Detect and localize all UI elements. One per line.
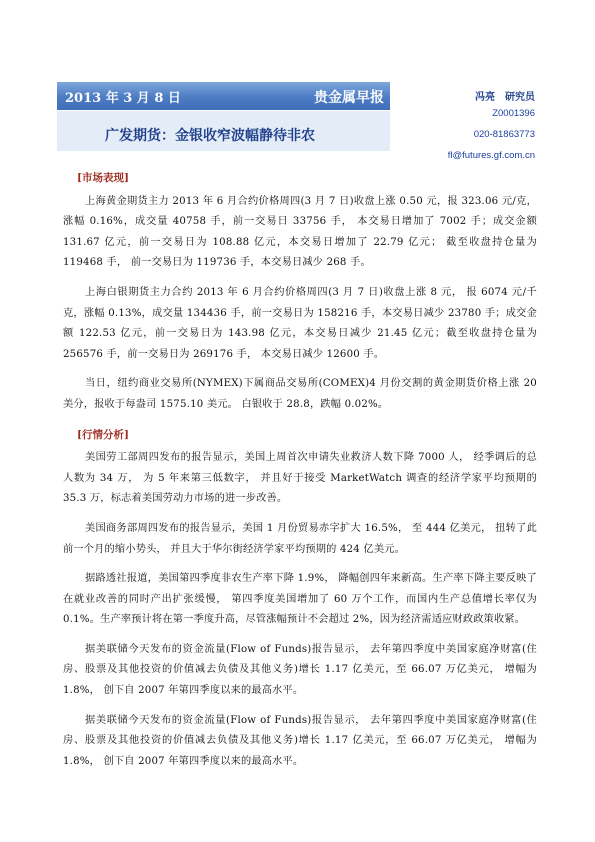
author-name: 冯亮 研究员 bbox=[475, 92, 535, 103]
paragraph: 上海黄金期货主力 2013 年 6 月合约价格周四(3 月 7 日)收盘上涨 0.50 元，报 323.06 元/克，涨幅 0.16%，成交量 40758 手，前一交易日 33756 手， 本交易日增加了 7002 手；成交金额 131.67 亿元，前一交易日为 108.88 亿元，本交易日增加了 22.79 亿元； 截至收盘持仓量为 119468 手， 前一交易日为 119736 手，本交易日减少 268 手。 bbox=[63, 195, 537, 269]
author-email[interactable]: fl@futures.gf.com.cn bbox=[447, 150, 535, 161]
paragraph: 据美联储今天发布的资金流量(Flow of Funds)报告显示， 去年第四季度中美国家庭净财富(住房、股票及其他投资的价值减去负债及其他义务)增长 1.17 亿美元，至 66.07 万亿美元， 增幅为 1.8%， 创下自 2007 年第四季度以来的最高水平。 bbox=[63, 714, 537, 767]
report-subtitle: 广发期货：金银收窄波幅静待非农 bbox=[105, 128, 315, 144]
section-title: [行情分析] bbox=[77, 428, 129, 441]
section-title: [市场表现] bbox=[77, 172, 129, 184]
author-phone: 020-81863773 bbox=[473, 129, 535, 140]
paragraph: 美国劳工部周四发布的报告显示，美国上周首次申请失业救济人数下降 7000 人， 经季调后的总人数为 34 万， 为 5 年来第三低数字， 并且好于接受 MarketWatch 调查的经济学家平均预期的 35.3 万，标志着美国劳动力市场的进一步改善。 bbox=[63, 452, 537, 505]
paragraph: 据路透社报道，美国第四季度非农生产率下降 1.9%， 降幅创四年来新高。生产率下降主要反映了在就业改善的同时产出扩张缓慢， 第四季度美国增加了 60 万个工作，而国内生产总值增长率仅为 0.1%。生产率预计将在第一季度升高，尽管涨幅预计不会超过 2%，因为经济需适应财政政策收紧。 bbox=[63, 573, 537, 626]
author-id: Z0001396 bbox=[492, 108, 535, 119]
report-body bbox=[63, 168, 537, 781]
report-subtitle-box bbox=[57, 111, 390, 151]
report-date: 2013 年 3 月 8 日 bbox=[65, 91, 181, 106]
paragraph: 上海白银期货主力合约 2013 年 6 月合约价格周四(3 月 7 日)收盘上涨 8 元， 报 6074 元/千克，涨幅 0.13%，成交量 134436 手，前一交易日为 158216 手，本交易日减少 23780 手；成交金额 122.53 亿元，前一交易日为 143.98 亿元，本交易日减少 21.45 亿元；截至收盘持仓量为 256576 手，前一交易日为 269176 手， 本交易日减少 12600 手。 bbox=[63, 286, 537, 360]
report-name: 贵金属早报 bbox=[314, 90, 384, 106]
report-banner bbox=[57, 82, 390, 110]
section-analysis bbox=[63, 425, 537, 447]
paragraph: 当日，纽约商业交易所(NYMEX)下属商品交易所(COMEX)4 月份交割的黄金期货价格上涨 20 美分，报收于每盎司 1575.10 美元。 白银收于 28.8，跌幅 0.02%。 bbox=[63, 378, 537, 410]
paragraph: 据美联储今天发布的资金流量(Flow of Funds)报告显示， 去年第四季度中美国家庭净财富(住房、股票及其他投资的价值减去负债及其他义务)增长 1.17 亿美元，至 66.07 万亿美元， 增幅为 1.8%， 创下自 2007 年第四季度以来的最高水平。 bbox=[63, 643, 537, 697]
paragraph: 美国商务部周四发布的报告显示，美国 1 月份贸易赤字扩大 16.5%， 至 444 亿美元， 扭转了此前一个月的缩小势头， 并且大于华尔街经济学家平均预期的 424 亿美元。 bbox=[63, 522, 537, 555]
section-market bbox=[63, 168, 537, 190]
author-info bbox=[400, 82, 535, 160]
